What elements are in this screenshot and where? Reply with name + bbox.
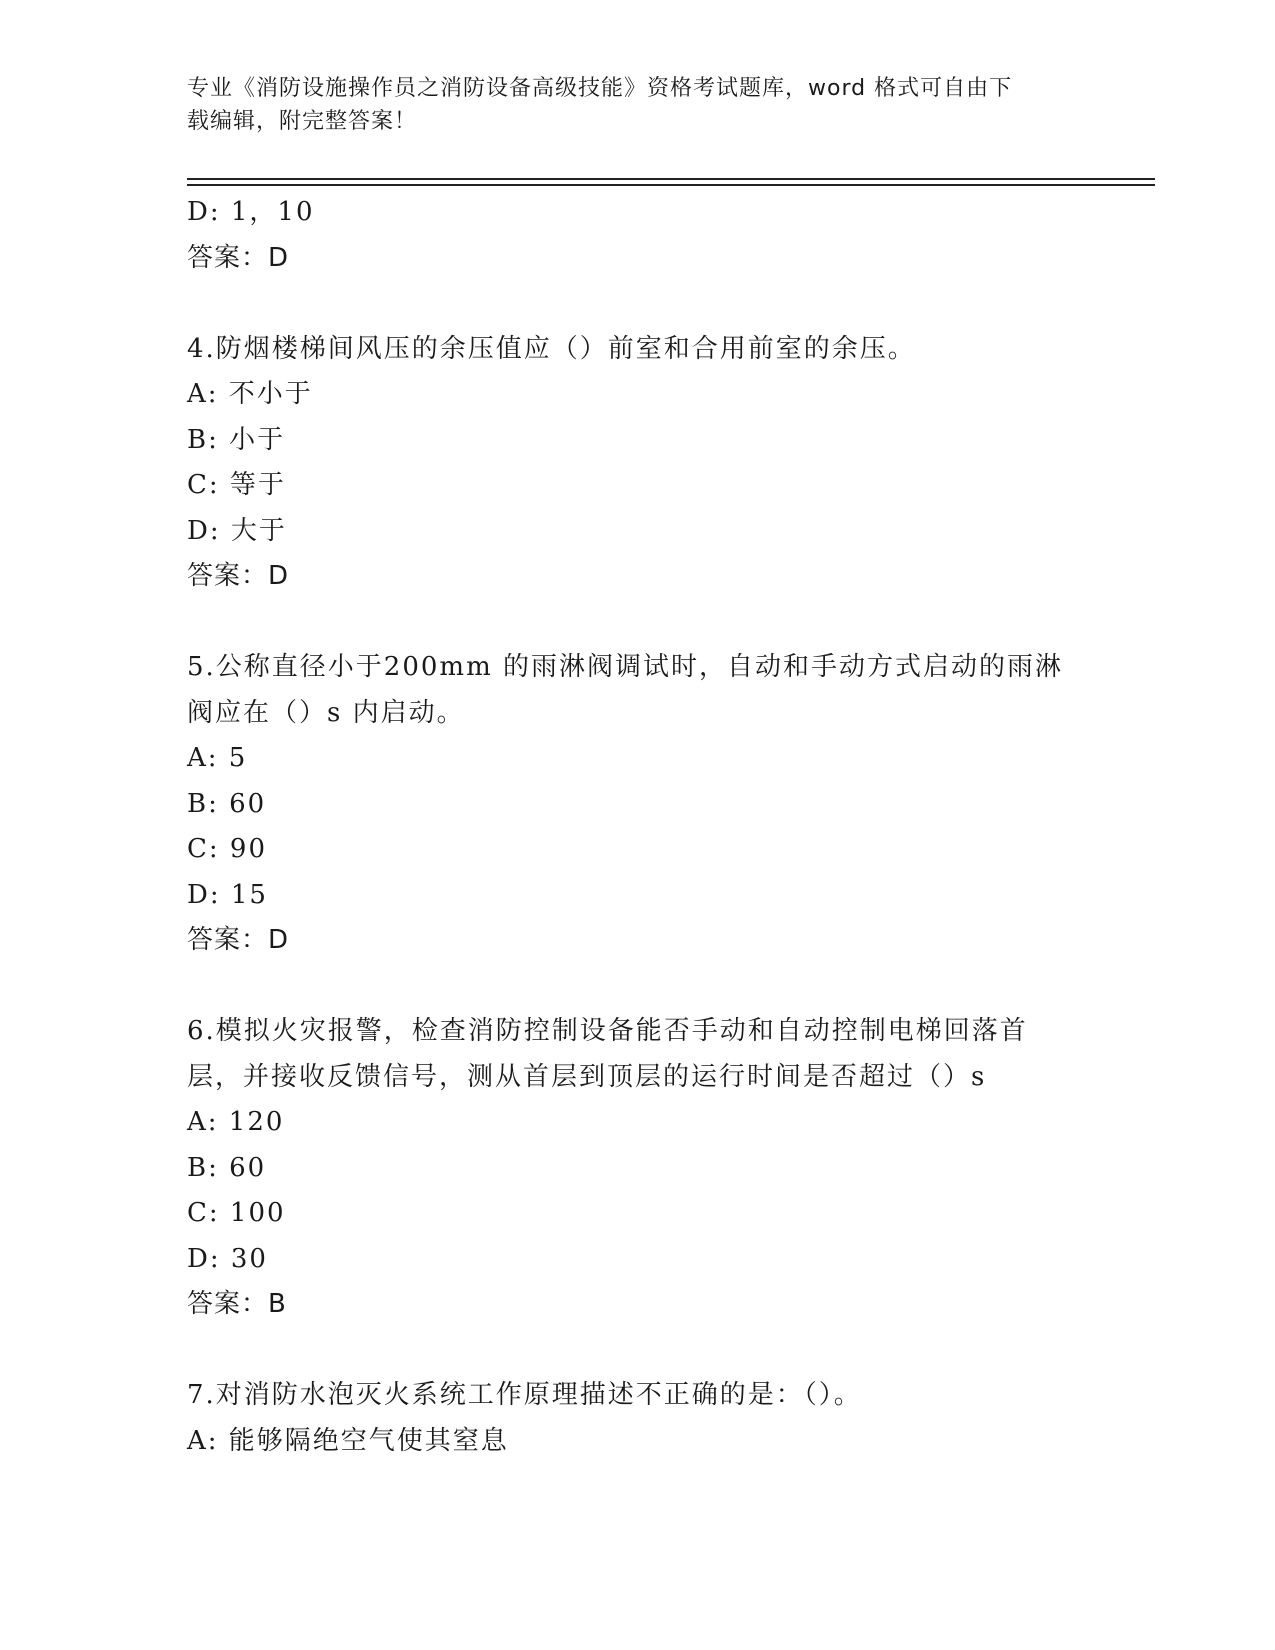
option-a: A: 能够隔绝空气使其窒息 xyxy=(187,1425,509,1456)
option-b: B: 60 xyxy=(187,1152,267,1183)
question-4 xyxy=(187,327,1107,600)
question-5 xyxy=(187,645,1107,964)
question-7 xyxy=(187,1373,1107,1464)
question-stem-line-2: 阀应在（）s 内启动。 xyxy=(187,697,465,728)
option-b: B: 60 xyxy=(187,788,267,819)
option-d: D: 大于 xyxy=(187,515,287,546)
option-a: A: 不小于 xyxy=(187,379,313,409)
option-a: A: 5 xyxy=(187,743,248,773)
option-a: A: 120 xyxy=(187,1107,285,1137)
answer-line: 答案：D xyxy=(187,925,290,955)
answer-line: 答案：D xyxy=(187,561,290,591)
option-c: C: 90 xyxy=(187,834,268,864)
question-stem: 7.对消防水泡灭火系统工作原理描述不正确的是：（）。 xyxy=(187,1380,862,1410)
answer-line: 答案：B xyxy=(187,1289,287,1319)
spacer xyxy=(187,964,1107,1010)
option-d: D: 15 xyxy=(187,879,268,910)
question-stem-line-1: 5.公称直径小于200mm 的雨淋阀调试时，自动和手动方式启动的雨淋 xyxy=(187,652,1064,682)
option-d: D: 1，10 xyxy=(187,197,315,227)
spacer xyxy=(187,281,1107,327)
question-stem-line-1: 6.模拟火灾报警，检查消防控制设备能否手动和自动控制电梯回落首 xyxy=(187,1016,1028,1046)
question-stem-line-2: 层，并接收反馈信号，测从首层到顶层的运行时间是否超过（）s xyxy=(187,1061,987,1092)
document-header xyxy=(187,72,1087,138)
spacer xyxy=(187,600,1107,646)
option-c: C: 等于 xyxy=(187,470,286,500)
question-stem: 4.防烟楼梯间风压的余压值应（）前室和合用前室的余压。 xyxy=(187,333,916,364)
question-6 xyxy=(187,1009,1107,1328)
header-line-2: 载编辑，附完整答案！ xyxy=(187,109,418,134)
header-divider-bottom xyxy=(187,184,1155,186)
option-c: C: 100 xyxy=(187,1198,286,1228)
answer-line: 答案：D xyxy=(187,242,290,273)
option-d: D: 30 xyxy=(187,1243,268,1274)
header-divider-top xyxy=(187,178,1155,180)
header-line-1: 专业《消防设施操作员之消防设备高级技能》资格考试题库，word 格式可自由下 xyxy=(187,76,1013,101)
option-b: B: 小于 xyxy=(187,424,286,455)
spacer xyxy=(187,1328,1107,1374)
question-list xyxy=(187,190,1107,1464)
